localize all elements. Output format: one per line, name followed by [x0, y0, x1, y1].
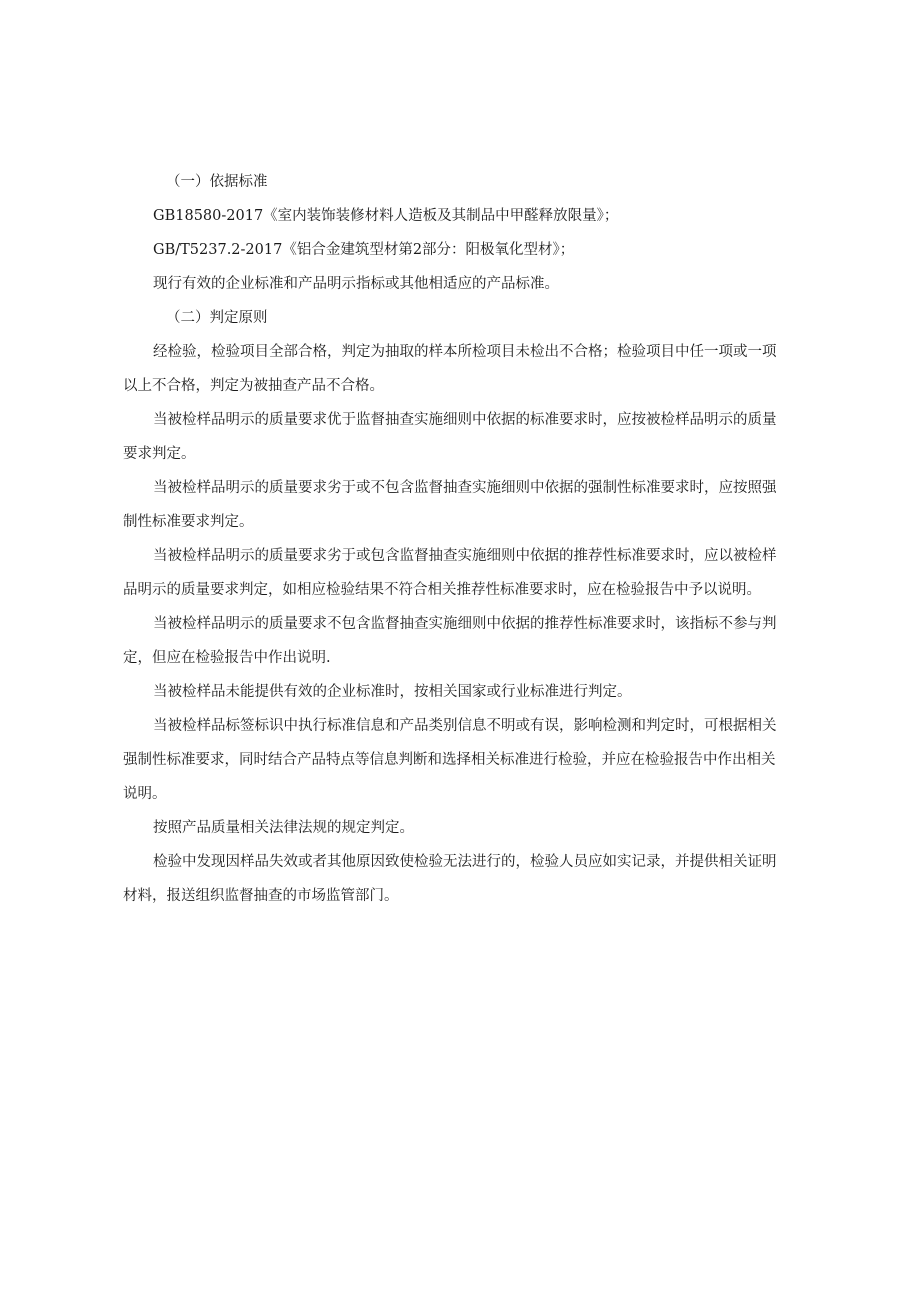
paragraph-judgment-label-unclear — [123, 709, 823, 811]
paragraph-line: 品明示的质量要求判定，如相应检验结果不符合相关推荐性标准要求时，应在检验报告中予以说明。 — [123, 582, 761, 598]
document-body — [123, 165, 823, 913]
paragraph-line: 说明。 — [123, 786, 167, 802]
paragraph-line: 当被检样品明示的质量要求劣于或不包含监督抽查实施细则中依据的强制性标准要求时，应按照强 — [153, 480, 777, 496]
section-heading-basis: （一）依据标准 — [166, 174, 268, 190]
paragraph-line: GB/T5237.2-2017《铝合金建筑型材第2部分：阳极氧化型材》； — [153, 242, 575, 258]
paragraph-line: 检验中发现因样品失效或者其他原因致使检验无法进行的，检验人员应如实记录，并提供相关证明 — [153, 854, 777, 870]
paragraph-judgment-not-included — [123, 607, 823, 675]
paragraph-line: 现行有效的企业标准和产品明示指标或其他相适应的产品标准。 — [153, 276, 559, 292]
paragraph-line: 当被检样品未能提供有效的企业标准时，按相关国家或行业标准进行判定。 — [153, 684, 632, 700]
paragraph-line: 当被检样品标签标识中执行标准信息和产品类别信息不明或有误，影响检测和判定时，可根据相关 — [153, 718, 777, 734]
paragraph-line: 当被检样品明示的质量要求劣于或包含监督抽查实施细则中依据的推荐性标准要求时，应以被检样 — [153, 548, 777, 564]
paragraph-line: 以上不合格，判定为被抽查产品不合格。 — [123, 378, 384, 394]
paragraph-standard-gbt5237 — [123, 233, 823, 267]
paragraph-line: 制性标准要求判定。 — [123, 514, 254, 530]
paragraph-line: 当被检样品明示的质量要求不包含监督抽查实施细则中依据的推荐性标准要求时，该指标不参与判 — [153, 616, 777, 632]
paragraph-line: 经检验，检验项目全部合格，判定为抽取的样本所检项目未检出不合格；检验项目中任一项或一项 — [153, 344, 777, 360]
paragraph-judgment-superior — [123, 403, 823, 471]
paragraph-judgment-overall — [123, 335, 823, 403]
paragraph-line: 当被检样品明示的质量要求优于监督抽查实施细则中依据的标准要求时，应按被检样品明示的质量 — [153, 412, 777, 428]
paragraph-judgment-no-enterprise-standard — [123, 675, 823, 709]
paragraph-line: 要求判定。 — [123, 446, 196, 462]
paragraph-enterprise-standards — [123, 267, 823, 301]
paragraph-line: GB18580-2017《室内装饰装修材料人造板及其制品中甲醛释放限量》； — [153, 208, 619, 224]
paragraph-line: 按照产品质量相关法律法规的规定判定。 — [153, 820, 414, 836]
paragraph-judgment-sample-failure — [123, 845, 823, 913]
paragraph-standard-gb18580 — [123, 199, 823, 233]
paragraph-line: 定，但应在检验报告中作出说明. — [123, 650, 331, 666]
paragraph-line: 强制性标准要求，同时结合产品特点等信息判断和选择相关标准进行检验，并应在检验报告中作出相关 — [123, 752, 776, 768]
paragraph-judgment-laws — [123, 811, 823, 845]
paragraph-judgment-recommended — [123, 539, 823, 607]
paragraph-judgment-mandatory — [123, 471, 823, 539]
section-heading-judgment: （二）判定原则 — [166, 310, 268, 326]
paragraph-line: 材料，报送组织监督抽查的市场监管部门。 — [123, 888, 399, 904]
